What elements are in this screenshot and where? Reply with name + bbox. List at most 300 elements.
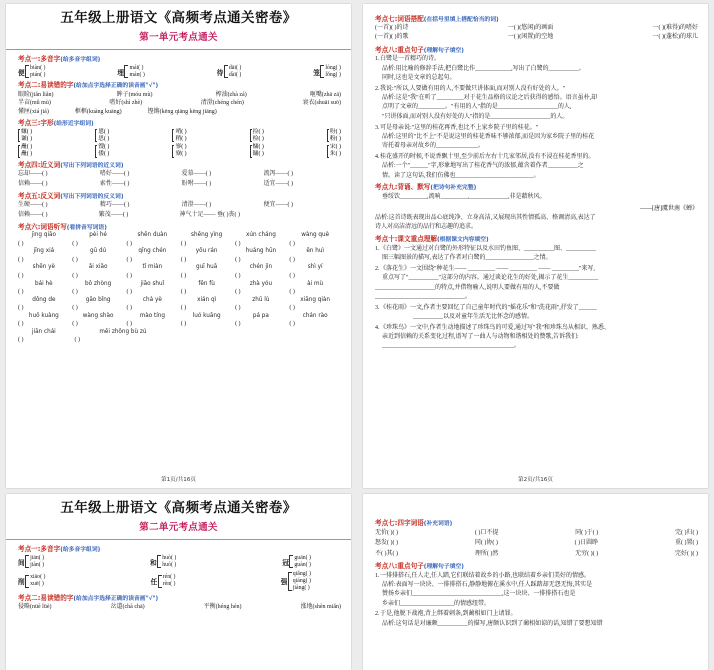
polyphone-char: 笼	[313, 69, 320, 77]
analysis-line: 点明了文章的_________。"有用的人"指的是____________________的人,	[382, 104, 572, 111]
pinyin-label: shēn duàn	[137, 232, 168, 239]
question-item	[375, 124, 698, 152]
answer-paren[interactable]: ( )	[235, 321, 241, 328]
antonym-item: 繁茂——( )	[98, 211, 129, 218]
pinyin-label: pèi hé	[89, 232, 107, 239]
idiom-item: 重( )置( )	[674, 540, 698, 547]
question-stem: 我说:"所以,人要做有用的人,不要做只讲体面,而对别人没有好处的人。"	[380, 85, 566, 92]
charform-line: 寮( )	[175, 151, 187, 158]
polyphone-line: rén( )	[162, 574, 176, 581]
dictation-item	[181, 313, 233, 329]
brace-icon	[157, 555, 161, 568]
dictation-item	[18, 313, 70, 329]
pinyin-choice: 涨地(shèn miǎn)	[300, 604, 341, 611]
dictation-item	[72, 248, 124, 264]
answer-paren[interactable]: ( )	[180, 321, 187, 328]
analysis-line: 品析:这是"我"在听了_________对于花生品格的议论之后获得的感悟。语言虽朴,却	[382, 95, 598, 102]
analysis-line: 情。读了这句话,我们仿佛也__________________________。	[382, 172, 540, 179]
pinyin-label: fēn fù	[198, 280, 215, 287]
idiom-item: 怒发( )( )	[375, 540, 398, 547]
brace-icon	[327, 145, 329, 158]
charform-group	[18, 144, 32, 158]
answer-paren[interactable]: ( )	[72, 321, 78, 328]
kp7-row	[375, 24, 698, 34]
kp5-row	[18, 201, 341, 211]
idiom-item: 无价( )( )	[375, 529, 398, 536]
question-line: 图三幅图景的描写,表达了作者对白鹭的________________之情。	[382, 255, 552, 262]
charform-line: 寥( )	[175, 144, 187, 151]
brace-icon	[124, 65, 128, 78]
polyphone-group	[18, 555, 44, 569]
answer-paren[interactable]: ( )	[18, 289, 24, 296]
pinyin-label: pá pa	[252, 312, 269, 319]
page-subtitle: 第二单元考点通关	[139, 521, 218, 533]
charform-line: 捡( )	[252, 128, 264, 135]
brace-icon	[327, 129, 329, 142]
answer-paren[interactable]: ( )	[289, 289, 295, 296]
page-1-body	[6, 50, 351, 345]
page-cell-1	[0, 0, 357, 490]
polyphone-line: mán( )	[129, 71, 145, 78]
charform-line: 哨( )	[175, 128, 187, 135]
polyphone-group	[313, 65, 341, 79]
answer-paren[interactable]: ( )	[18, 321, 24, 328]
dictation-item-empty	[176, 329, 228, 345]
page-1[interactable]	[6, 4, 351, 488]
question-stem: 于是,他脱下战袍,背上绑着刺条,到蔺相如门上请罪。	[380, 611, 517, 618]
dictation-item	[127, 297, 179, 313]
kp3-row	[18, 129, 341, 143]
question-number: 3.	[375, 304, 380, 311]
polyphone-group	[281, 571, 311, 592]
charform-line: 馊( )	[98, 144, 110, 151]
answer-paren[interactable]: ( )	[18, 305, 24, 312]
brace-icon	[250, 145, 252, 158]
dictation-item	[181, 264, 233, 280]
pinyin-choice: 岔道(chà chā)	[110, 604, 145, 611]
answer-paren[interactable]: ( )	[126, 257, 133, 264]
pinyin-choice: 铿锵(kēng qiāng kēng jiāng)	[147, 108, 217, 115]
page-3[interactable]	[6, 494, 351, 670]
question-line: 《白鹭》一文通过对白鹭的外形特征以及水田钓鱼图、__________图、__________	[380, 245, 597, 252]
charform-line: 检( )	[252, 135, 264, 142]
answer-paren[interactable]: ( )	[126, 240, 133, 247]
answer-paren[interactable]: ( )	[235, 273, 241, 280]
dictation-item	[72, 313, 124, 329]
dictation-item	[289, 313, 341, 329]
kp4-hint: (写出下列词语的近义词)	[60, 162, 124, 169]
kp5-hint: (写出下列词语的反义词)	[60, 193, 124, 200]
polyphone-line: huó( )	[162, 561, 177, 568]
polyphone-char: 埋	[117, 69, 124, 77]
question-stem: 可是母亲说:"这里的桂花再香,也比不上家乡院子里的桂花。"	[380, 124, 539, 131]
section-heading-kp8	[375, 47, 698, 54]
charform-group	[250, 129, 264, 143]
kp7-row	[375, 528, 698, 539]
question-line: ____________________________________________。	[382, 343, 521, 350]
dictation-item	[18, 281, 70, 297]
kp1-polyphone-row	[18, 571, 341, 592]
analysis-line: 品析:表面写一块块、一排排搭石,静静地俯在溪水中,任人踩踏却无怨无悔,其实是	[382, 582, 593, 589]
dictation-item	[127, 281, 179, 297]
kp3-title: 考点三:字形	[18, 119, 54, 128]
kp8-title: 考点八:重点句子	[375, 561, 424, 570]
pinyin-label: zhū lù	[252, 296, 270, 303]
brace-icon	[320, 65, 324, 78]
kp10-hint: (根据课文内容填空)	[436, 237, 489, 244]
synonym-item: 索性——( )	[99, 180, 130, 187]
brace-icon	[18, 129, 20, 142]
pinyin-label: jiān chái	[31, 328, 56, 335]
section-heading-kp5	[18, 193, 341, 200]
kp2-hint: (给加点字选择正确的读音画"√")	[73, 83, 159, 90]
dictation-item	[289, 232, 341, 248]
pinyin-label: shēng yìng	[191, 232, 223, 239]
dictation-item	[235, 313, 287, 329]
pinyin-label: huǒ kuàng	[28, 312, 59, 319]
question-number: 1.	[375, 56, 380, 63]
answer-paren[interactable]: ( )	[18, 257, 24, 264]
poem-line: 垂绥饮_________,流响_________,_____________,非是藉秋风。	[382, 194, 546, 201]
brace-icon	[288, 572, 292, 591]
question-number: 2.	[375, 85, 380, 92]
pinyin-label: ài mù	[307, 280, 324, 287]
charform-line: 宋( )	[329, 144, 341, 151]
dictation-item	[181, 232, 233, 248]
charform-group	[95, 129, 109, 143]
answer-paren[interactable]: ( )	[289, 305, 295, 312]
brace-icon	[18, 145, 20, 158]
polyphone-line: jiān( )	[30, 554, 45, 561]
polyphone-line: huò( )	[162, 554, 177, 561]
polyphone-char: 削	[18, 579, 25, 587]
pinyin-choice: 眼睑(jiǎn liǎn)	[18, 91, 54, 98]
analysis-line: 寄托着母亲对故乡的______________。	[382, 143, 485, 150]
kp3-row	[18, 144, 341, 158]
dictation-item	[72, 281, 124, 297]
question-item	[375, 245, 698, 264]
dictation-row	[18, 232, 341, 248]
polyphone-char: 待	[216, 69, 224, 77]
pinyin-label: wàng què	[301, 232, 330, 239]
dictation-item	[127, 264, 179, 280]
question-item	[375, 304, 698, 323]
answer-paren[interactable]: ( )	[235, 257, 241, 264]
kp2-title: 考点二:易读错的字	[18, 81, 74, 90]
polyphone-line: qiǎng( )	[292, 570, 311, 577]
dictation-row	[18, 264, 341, 280]
page-title: 五年级上册语文《高频考点通关密卷》	[60, 10, 297, 26]
kp7-title: 考点七:四字词语	[375, 518, 424, 527]
question-item	[375, 55, 698, 83]
page-footer: 第2页/共16页	[518, 477, 553, 483]
antonym-item: 便宜——( )	[263, 202, 293, 209]
kp6-title: 考点六:词语听写	[18, 222, 67, 231]
answer-paren[interactable]: ( )	[18, 273, 24, 280]
charform-line: 稍( )	[175, 135, 187, 142]
section-heading-kp10	[375, 236, 698, 243]
kp10-title: 考点十:课文重点理解	[375, 235, 437, 244]
charform-line: 恩( )	[98, 128, 110, 135]
question-line: 亲近到信赖的关系变化过程,谱写了一曲人与动物和谐相处的赞歌,告诉我们:	[382, 334, 579, 341]
page-cell-4	[357, 490, 714, 670]
question-item	[375, 153, 698, 181]
pinyin-label: gāo bǐng	[85, 296, 111, 303]
collocation-item: 一( )(蓬松)的球儿	[652, 34, 698, 41]
collocation-item: 一( )(难得)的嗜好	[652, 24, 698, 31]
kp1-hint: (给多音字组词)	[60, 57, 101, 64]
polyphone-group	[282, 555, 311, 569]
polyphone-line: pián( )	[30, 71, 46, 78]
pinyin-label: chá yè	[142, 296, 162, 303]
polyphone-line: jiàn( )	[30, 561, 45, 568]
poem-citation: ——[唐]虞世南《蝉》	[640, 206, 698, 213]
charform-group	[95, 144, 109, 158]
analysis-line: 品析:这首诗既表现出品心底纯净、立身高洁,又展现出其性情孤高、格调清高,表达了	[375, 214, 596, 221]
answer-paren[interactable]: ( )	[289, 257, 295, 264]
kp3-hint: (给形近字组词)	[53, 121, 94, 128]
charform-line: 嫌( )	[21, 128, 33, 135]
analysis-line: 品析:这句话是对廉颇__________的描写,唐颇认识到了蔺相如谅的话,知错了要想知错	[382, 620, 603, 627]
charform-group	[172, 144, 186, 158]
charform-group	[327, 144, 341, 158]
dictation-item	[235, 281, 287, 297]
pinyin-label: jiāo shuǐ	[140, 280, 165, 287]
polyphone-line: mái( )	[129, 64, 144, 71]
kp7-hint: (在括号里填上搭配恰当的词)	[423, 16, 499, 23]
section-heading-kp1	[18, 546, 341, 553]
section-heading-kp6	[18, 224, 341, 231]
dictation-row	[18, 248, 341, 264]
answer-paren[interactable]: ( )	[126, 289, 133, 296]
idiom-item: ( )口不提	[474, 529, 499, 536]
pinyin-label: chán rào	[302, 312, 328, 319]
question-number: 2.	[375, 266, 380, 273]
collocation-item: 一( )(悠闲)的画面	[507, 24, 554, 31]
dictation-row	[18, 313, 341, 329]
brace-icon	[172, 129, 174, 142]
section-heading-kp3	[18, 120, 341, 127]
antonym-item: 清澄——( )	[181, 202, 212, 209]
answer-paren[interactable]: ( )	[126, 273, 133, 280]
dictation-row	[18, 329, 341, 345]
charform-group	[327, 129, 341, 143]
kp2-row	[18, 91, 341, 100]
page-3-header	[6, 494, 351, 536]
polyphone-line: xuē( )	[30, 581, 44, 588]
question-line: 《落花生》一文围绕"种花生—— _________ —— _________ —— _________"来写,	[380, 266, 595, 273]
page-3-body	[6, 540, 351, 612]
polyphone-group	[151, 571, 176, 592]
answer-paren[interactable]: ( )	[18, 337, 24, 344]
idiom-item: 无穷( )( )	[575, 550, 599, 557]
polyphone-line: jiàng( )	[292, 584, 310, 591]
dictation-item	[235, 297, 287, 313]
kp1-polyphone-row	[18, 65, 341, 79]
pinyin-label: ēn huì	[306, 248, 325, 255]
pinyin-choice: 平衡(héng hén)	[203, 604, 242, 611]
answer-paren[interactable]: ( )	[72, 273, 78, 280]
answer-paren[interactable]: ( )	[126, 305, 133, 312]
kp8-hint: (理解句子填空)	[423, 47, 464, 54]
pinyin-choice: 侵略(nüè lüè)	[18, 604, 52, 611]
charform-line: 朱( )	[329, 151, 341, 158]
answer-paren[interactable]: ( )	[180, 240, 187, 247]
dictation-item	[289, 297, 341, 313]
pinyin-choice: 框框(kuàng kuāng)	[74, 108, 122, 115]
dictation-item	[289, 264, 341, 280]
dictation-item	[18, 329, 70, 345]
analysis-line: 品析:一个"______"字,形象地写出了桂花香气的浓郁,蕴含着作者__________之	[382, 163, 584, 170]
synonym-item: 适宜——( )	[263, 180, 293, 187]
answer-paren[interactable]: ( )	[18, 240, 24, 247]
brace-icon	[25, 555, 29, 568]
pinyin-label: jìng qiāo	[31, 232, 56, 239]
dictation-item	[72, 297, 124, 313]
answer-paren[interactable]: ( )	[180, 305, 187, 312]
synonym-item: 流泻——( )	[263, 171, 293, 178]
pinyin-label: wàng shào	[82, 312, 114, 319]
pinyin-label: chén jìn	[249, 264, 273, 271]
pinyin-label: guī huā	[195, 264, 218, 271]
synonym-item: 盼咐——( )	[181, 180, 212, 187]
page-4[interactable]	[363, 494, 708, 670]
dictation-item	[289, 248, 341, 264]
collocation-item: (一首)( )的歌	[375, 34, 409, 41]
pinyin-label: bái hè	[35, 280, 53, 287]
pinyin-label: xiāng qiàn	[300, 296, 331, 303]
answer-paren[interactable]: ( )	[180, 257, 187, 264]
dictation-row	[18, 281, 341, 297]
dictation-item	[235, 264, 287, 280]
dictation-item	[18, 248, 70, 264]
dictation-item	[181, 248, 233, 264]
pinyin-label: xián qì	[197, 296, 217, 303]
kp7-row	[375, 33, 698, 43]
answer-paren[interactable]: ( )	[289, 240, 295, 247]
dictation-item	[18, 264, 70, 280]
analysis-line: 赞扬乡亲们______________________________,这一块块、一排排搭石也是	[382, 591, 576, 598]
dictation-item	[127, 313, 179, 329]
polyphone-group	[18, 571, 45, 592]
page-title: 五年级上册语文《高频考点通关密卷》	[60, 500, 297, 516]
synonym-item: 信赖——( )	[18, 180, 48, 187]
pinyin-label: shēn yè	[32, 264, 56, 271]
answer-paren[interactable]: ( )	[72, 305, 78, 312]
polyphone-char: 冠	[282, 559, 289, 567]
polyphone-line: lǒng( )	[325, 71, 341, 78]
antonym-item: 生硬——( )	[18, 202, 48, 209]
antonym-item: 信赖——( )	[18, 211, 48, 218]
pinyin-choice: 榨油(zhà zá)	[215, 91, 247, 98]
dictation-item	[127, 232, 179, 248]
answer-paren[interactable]: ( )	[289, 273, 295, 280]
answer-paren[interactable]: ( )	[72, 257, 78, 264]
dictation-item	[75, 329, 172, 345]
answer-paren[interactable]: ( )	[72, 289, 78, 296]
question-number: 1.	[375, 572, 380, 579]
page-subtitle: 第一单元考点通关	[139, 31, 218, 43]
brace-icon	[289, 555, 293, 568]
polyphone-group	[150, 555, 176, 569]
question-item	[375, 85, 698, 122]
kp4-row	[18, 170, 341, 180]
dictation-item	[235, 232, 287, 248]
page-footer: 第1页/共16页	[161, 477, 196, 483]
question-stem: 一排排搭石,任人走,任人踏,它们联结着故乡的小路,也联结着乡亲们美好的情感。	[380, 572, 591, 579]
answer-paren[interactable]: ( )	[289, 321, 295, 328]
pinyin-label: yōu rán	[195, 248, 218, 255]
polyphone-line: dài( )	[228, 71, 242, 78]
kp7-hint: (补充词语)	[423, 520, 453, 527]
section-heading-kp8	[375, 563, 698, 570]
dictation-item	[235, 248, 287, 264]
kp6-hint: (看拼音写词语)	[66, 224, 107, 231]
collocation-item: (一首)( )的诗	[375, 24, 409, 31]
charform-line: 矗( )	[21, 144, 33, 151]
charform-line: 粉( )	[329, 135, 341, 142]
dictation-item	[18, 297, 70, 313]
pinyin-label: ǎi xiǎo	[88, 264, 108, 271]
charform-group	[172, 129, 186, 143]
answer-paren[interactable]: ( )	[72, 240, 78, 247]
synonym-item: 爱慕——( )	[181, 171, 212, 178]
kp5-row	[18, 211, 341, 221]
pinyin-choice: 衰衣(shuāi suō)	[302, 100, 341, 107]
idiom-item: 同( )协( )	[474, 540, 498, 547]
polyphone-line: guàn( )	[294, 561, 311, 568]
answer-paren[interactable]: ( )	[235, 240, 241, 247]
idiom-item: ( )日圆睁	[574, 540, 599, 547]
collocation-item: 一( )(闲置)的空地	[507, 34, 554, 41]
answer-paren[interactable]: ( )	[180, 289, 187, 296]
pinyin-choice: 清澄(chéng chén)	[200, 100, 244, 107]
polyphone-group	[18, 65, 45, 79]
answer-paren[interactable]: ( )	[235, 289, 241, 296]
polyphone-line: xiāo( )	[30, 574, 46, 581]
polyphone-line: qiáng( )	[292, 577, 311, 584]
question-line: 重点写了"__________"这部分的内容。通过谈论花生的好处,揭示了花生__________	[382, 275, 599, 282]
pinyin-label: huáng hūn	[245, 248, 277, 255]
kp8-hint: (理解句子填空)	[423, 563, 464, 570]
dictation-item	[72, 264, 124, 280]
dictation-item	[18, 232, 70, 248]
answer-paren[interactable]: ( )	[235, 305, 241, 312]
pinyin-label: jīng xiá	[33, 248, 55, 255]
section-heading-kp7	[375, 16, 698, 23]
brace-icon	[172, 145, 174, 158]
kp7-row	[375, 538, 698, 549]
polyphone-line: lóng( )	[325, 64, 341, 71]
charform-group	[18, 129, 32, 143]
answer-paren[interactable]: ( )	[74, 337, 81, 344]
section-heading-kp9	[375, 184, 698, 191]
kp1-title: 考点一:多音字	[18, 55, 61, 64]
dictation-item-empty	[233, 329, 285, 345]
pinyin-label: shì yí	[307, 264, 323, 271]
polyphone-char: 便	[18, 69, 25, 77]
polyphone-char: 强	[280, 579, 288, 587]
idiom-item: 完好( )( )	[674, 550, 698, 557]
polyphone-group	[217, 65, 242, 79]
answer-paren[interactable]: ( )	[180, 273, 187, 280]
answer-paren[interactable]: ( )	[126, 321, 133, 328]
pinyin-label: bō zhòng	[85, 280, 112, 287]
section-heading-kp4	[18, 162, 341, 169]
page-2[interactable]	[363, 4, 708, 488]
question-number: 1.	[375, 245, 380, 252]
idiom-item: 同( )于( )	[575, 529, 599, 536]
